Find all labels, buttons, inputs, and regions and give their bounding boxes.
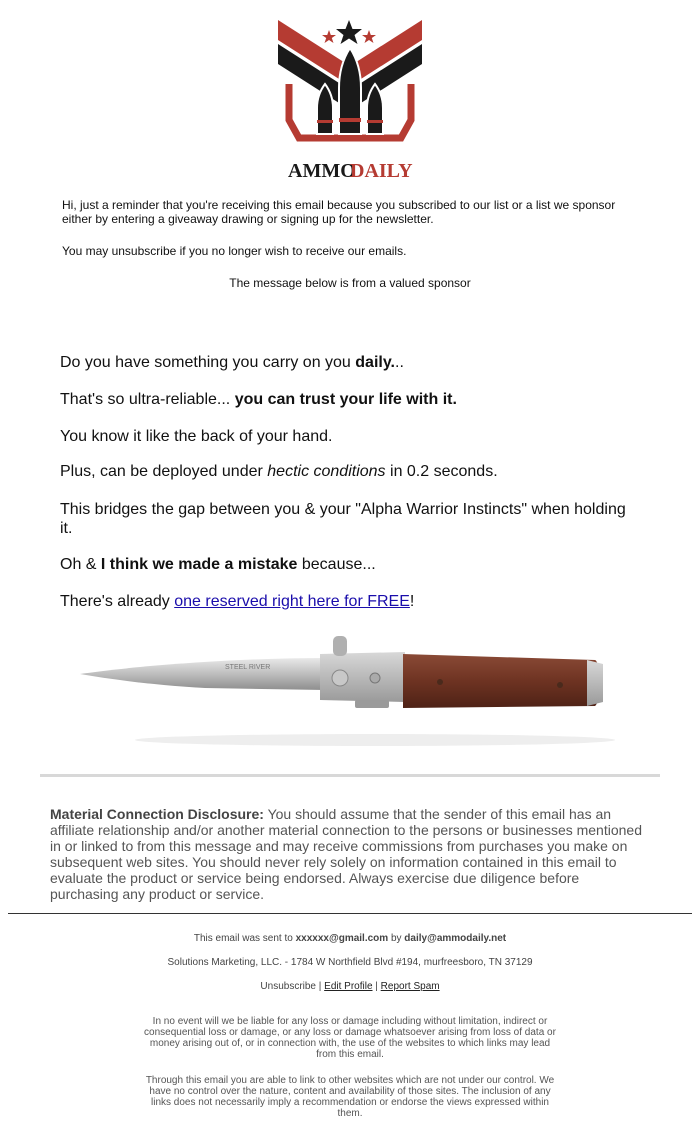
ammo-daily-logo [275,14,425,184]
bullet-icon [339,48,361,134]
unsubscribe-note: You may unsubscribe if you no longer wish to receive our emails. [62,244,407,258]
knife-product-image[interactable] [75,630,625,750]
star-icon [322,30,336,43]
blade-engraving: STEEL RIVER [225,664,271,671]
sent-to-line: This email was sent to xxxxxx@gmail.com by daily@ammodaily.net [193,933,507,944]
third-party-notice: Through this email you are able to link to other websites which are not under our control. We have no control over the nature, content and availability of those sites. The inclusion of any links does not necessarily imply a recommendation or endorse the views expressed within them. [145,1075,555,1119]
section-divider [40,774,660,777]
star-icon [362,30,376,43]
message-paragraph-1: Do you have something you carry on you daily... [60,354,404,371]
message-paragraph-6: Oh & I think we made a mistake because... [60,556,376,573]
company-address: Solutions Marketing, LLC. - 1784 W Northfield Blvd #194, murfreesboro, TN 37129 [167,957,533,968]
footer-divider [8,913,692,914]
report-spam-link[interactable]: Report Spam [380,981,440,992]
subscription-reminder: Hi, just a reminder that you're receiving this email because you subscribed to our list or a list we sponsor either by entering a giveaway drawing or signing up for the newsletter. [62,198,616,226]
liability-notice: In no event will we be liable for any loss or damage including without limitation, indirect or consequential loss or damage, or any loss or damage whatsoever arising from loss of data or money arising out of, or in connection with, the use of the websites to which links may lead from this email. [144,1016,556,1060]
message-paragraph-7: There's already one reserved right here for FREE! [60,593,415,610]
logo-text-ammo: AMMO [288,160,356,182]
logo-text-daily: DAILY [350,160,413,182]
edit-profile-link[interactable]: Edit Profile [324,981,373,992]
sponsor-note: The message below is from a valued sponsor [229,276,471,290]
star-icon [336,20,362,44]
message-paragraph-2: That's so ultra-reliable... you can trust your life with it. [60,391,457,408]
unsubscribe-link[interactable]: Unsubscribe [260,981,316,992]
footer-links: Unsubscribe | Edit Profile | Report Spam [260,981,440,992]
free-offer-link[interactable]: one reserved right here for FREE [174,593,410,610]
message-paragraph-5: This bridges the gap between you & your "Alpha Warrior Instincts" when holding it. [60,501,626,537]
message-paragraph-3: You know it like the back of your hand. [60,428,333,445]
message-paragraph-4: Plus, can be deployed under hectic conditions in 0.2 seconds. [60,463,498,480]
material-connection-disclosure: Material Connection Disclosure: You should assume that the sender of this email has an affiliate relationship and/or another material connection to the persons or businesses mentioned in or linked to from this message and may receive commissions from purchases you make on subsequent web sites. You should never rely solely on information contained in this email to evaluate the product or service being endorsed. Always exercise due diligence before purchasing any product or service. [50,806,642,902]
